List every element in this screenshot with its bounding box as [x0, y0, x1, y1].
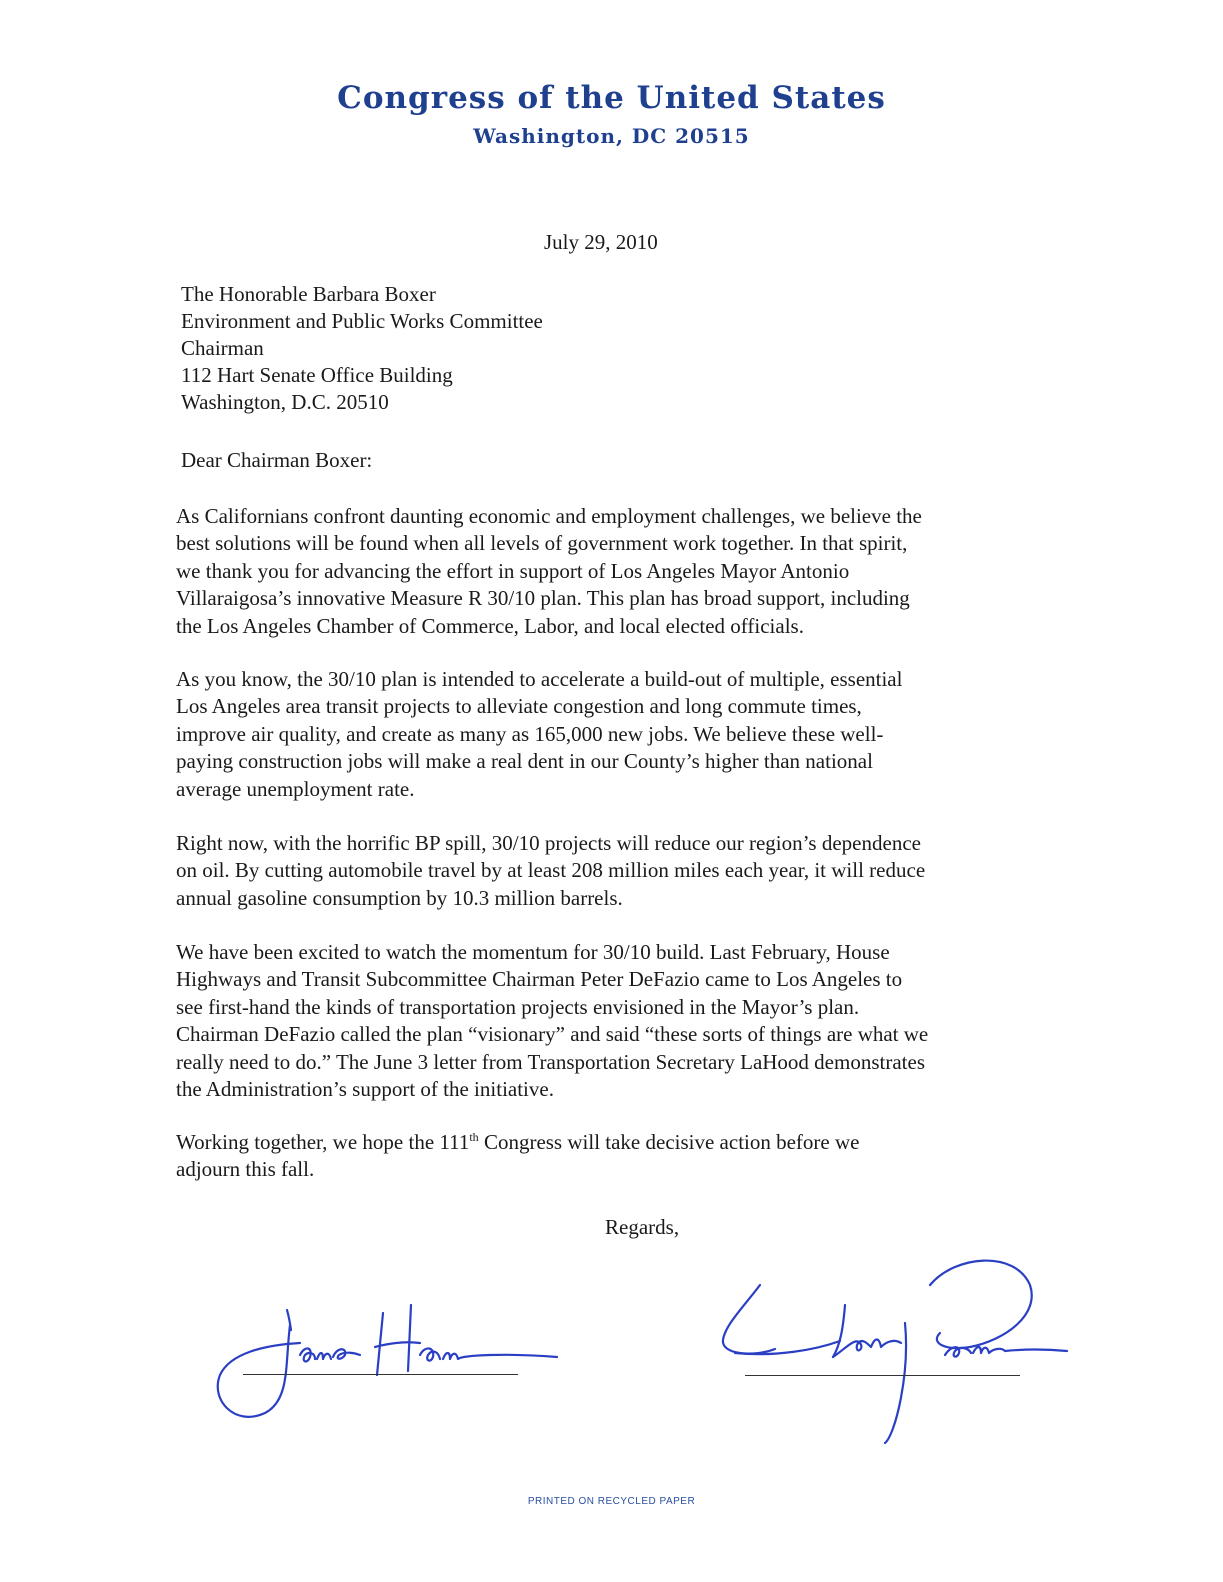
paragraph-line: see first-hand the kinds of transportation projects envisioned in the Mayor’s plan. [176, 994, 860, 1019]
recipient-line: Washington, D.C. 20510 [181, 390, 389, 414]
body-paragraph-1 [176, 503, 1056, 640]
paragraph-line: As Californians confront daunting economic and employment challenges, we believe the [176, 504, 922, 528]
paragraph-line: improve air quality, and create as many as 165,000 new jobs. We believe these well- [176, 721, 884, 746]
recipient-line: Chairman [181, 336, 264, 360]
body-paragraph-5 [176, 1129, 1056, 1184]
recipient-line: 112 Hart Senate Office Building [181, 363, 453, 387]
text-span: Working together, we hope the 111 [176, 1130, 470, 1154]
recipient-line: Environment and Public Works Committee [181, 309, 543, 333]
body-paragraph-3 [176, 830, 1056, 912]
paragraph-line: annual gasoline consumption by 10.3 million barrels. [176, 885, 623, 910]
paragraph-line: Highways and Transit Subcommittee Chairman Peter DeFazio came to Los Angeles to [176, 967, 903, 992]
paragraph-line: best solutions will be found when all levels of government work together. In that spirit, [176, 531, 908, 556]
body-paragraph-2 [176, 666, 1056, 803]
paragraph-line: We have been excited to watch the momentum for 30/10 build. Last February, House [176, 940, 890, 964]
paragraph-line: the Los Angeles Chamber of Commerce, Labor, and local elected officials. [176, 613, 804, 638]
recycled-paper-footer: PRINTED ON RECYCLED PAPER [527, 1496, 696, 1507]
paragraph-line: As you know, the 30/10 plan is intended to accelerate a build-out of multiple, essential [176, 667, 903, 691]
signature-right [715, 1245, 1075, 1455]
body-paragraph-4 [176, 939, 1056, 1103]
recipient-line: The Honorable Barbara Boxer [181, 282, 436, 306]
paragraph-line: the Administration’s support of the initiative. [176, 1077, 554, 1102]
paragraph-line: on oil. By cutting automobile travel by at least 208 million miles each year, it will reduce [176, 858, 926, 883]
paragraph-line: really need to do.” The June 3 letter from Transportation Secretary LaHood demonstrates [176, 1049, 925, 1074]
paragraph-line: Villaraigosa’s innovative Measure R 30/10 plan. This plan has broad support, including [176, 586, 910, 611]
paragraph-line: Chairman DeFazio called the plan “visionary” and said “these sorts of things are what we [176, 1022, 929, 1047]
ordinal-superscript: th [469, 1130, 479, 1144]
letterhead-title: Congress of the United States [337, 80, 886, 116]
closing: Regards, [605, 1215, 680, 1239]
signature-line-left [243, 1374, 518, 1375]
paragraph-line: average unemployment rate. [176, 776, 415, 801]
signature-line-right [745, 1375, 1020, 1376]
paragraph-line [176, 1129, 1056, 1156]
paragraph-line: Right now, with the horrific BP spill, 30/10 projects will reduce our region’s dependence [176, 831, 921, 855]
letter-date: July 29, 2010 [544, 230, 658, 254]
paragraph-line: Los Angeles area transit projects to alleviate congestion and long commute times, [176, 694, 862, 719]
paragraph-line: adjourn this fall. [176, 1157, 315, 1182]
recipient-address [181, 281, 543, 416]
signature-left [205, 1275, 565, 1425]
paragraph-line: paying construction jobs will make a real dent in our County’s higher than national [176, 749, 873, 774]
salutation: Dear Chairman Boxer: [181, 448, 373, 472]
paragraph-line: we thank you for advancing the effort in support of Los Angeles Mayor Antonio [176, 558, 850, 583]
text-span: Congress will take decisive action before we [478, 1130, 860, 1154]
letterhead-address: Washington, DC 20515 [473, 124, 750, 148]
